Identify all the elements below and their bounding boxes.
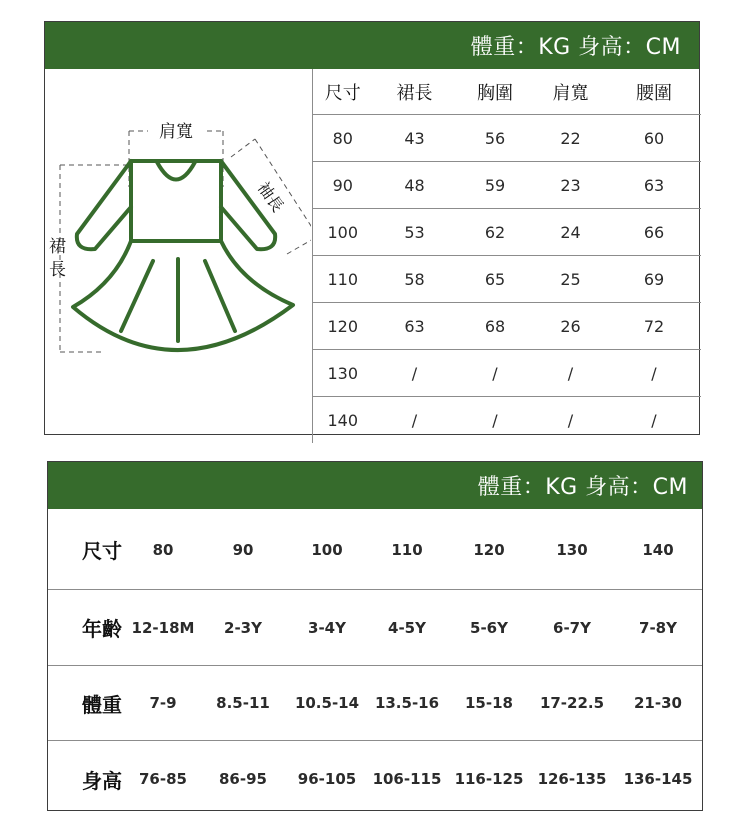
row-label-age: 年齡 xyxy=(48,590,128,666)
cell-chest: 59 xyxy=(457,162,534,209)
cell-shoulder: 24 xyxy=(534,209,608,256)
measurement-table xyxy=(312,69,701,443)
shoulder-label: 肩寬 xyxy=(159,122,193,142)
cell-shoulder: 25 xyxy=(534,256,608,303)
cell-shoulder: / xyxy=(534,350,608,397)
units-banner xyxy=(45,22,699,69)
age-row xyxy=(48,590,702,666)
cell-waist: 63 xyxy=(608,162,701,209)
size-guide-panel xyxy=(47,461,703,811)
cell-shoulder: 23 xyxy=(534,162,608,209)
cell-waist: 72 xyxy=(608,303,701,350)
cell-size: 90 xyxy=(313,162,373,209)
units-label: 體重：KG 身高：CM xyxy=(470,35,681,60)
cell-chest: 68 xyxy=(457,303,534,350)
cell: 136-145 xyxy=(623,770,693,788)
cell-skirt-length: 48 xyxy=(373,162,457,209)
cell: 96-105 xyxy=(297,770,357,788)
cell-size: 140 xyxy=(313,397,373,444)
height-row xyxy=(48,741,702,818)
skirt-length-label-1: 裙 xyxy=(49,237,66,257)
cell-chest: 56 xyxy=(457,115,534,162)
table-row xyxy=(313,162,701,209)
cell-shoulder: 26 xyxy=(534,303,608,350)
cell: 21-30 xyxy=(614,666,702,741)
cell-waist: 60 xyxy=(608,115,701,162)
cell: 126-135 xyxy=(537,770,607,788)
skirt-length-label-2: 長 xyxy=(49,260,66,280)
cell: 7-8Y xyxy=(614,590,702,666)
cell: 106-115 xyxy=(372,770,442,788)
cell: 130 xyxy=(530,510,614,590)
row-label-weight: 體重 xyxy=(48,666,128,741)
cell-chest: / xyxy=(457,350,534,397)
table-row xyxy=(313,209,701,256)
table-row xyxy=(313,397,701,444)
cell-waist: / xyxy=(651,410,657,430)
cell: 86-95 xyxy=(219,770,267,788)
cell: 3-4Y xyxy=(288,590,366,666)
cell: 100 xyxy=(288,510,366,590)
measurement-panel xyxy=(44,21,700,435)
cell-waist: / xyxy=(608,350,701,397)
table-row xyxy=(313,115,701,162)
cell-size: 120 xyxy=(313,303,373,350)
cell-waist: 69 xyxy=(608,256,701,303)
dress-diagram xyxy=(45,69,311,434)
cell: 120 xyxy=(448,510,530,590)
cell-skirt-length: 58 xyxy=(373,256,457,303)
header-shoulder: 肩寬 xyxy=(534,69,608,115)
cell-skirt-length: 53 xyxy=(373,209,457,256)
cell-skirt-length: 43 xyxy=(373,115,457,162)
dress-illustration xyxy=(45,69,311,434)
cell: 4-5Y xyxy=(366,590,448,666)
cell-skirt-length: 63 xyxy=(373,303,457,350)
cell-chest: / xyxy=(492,410,498,430)
header-waist: 腰圍 xyxy=(608,69,701,115)
cell: 90 xyxy=(198,510,288,590)
cell-size: 110 xyxy=(313,256,373,303)
row-label-size: 尺寸 xyxy=(48,510,128,590)
cell: 116-125 xyxy=(454,770,524,788)
cell: 76-85 xyxy=(139,770,187,788)
cell-size: 100 xyxy=(313,209,373,256)
cell-shoulder: / xyxy=(567,410,574,430)
cell-shoulder: 22 xyxy=(534,115,608,162)
units-label: 體重：KG 身高：CM xyxy=(477,475,688,500)
cell: 7-9 xyxy=(128,666,198,741)
header-chest: 胸圍 xyxy=(457,69,534,115)
sleeve-label: 袖長 xyxy=(253,178,288,216)
cell-skirt-length: / xyxy=(411,410,418,430)
cell-chest: 65 xyxy=(457,256,534,303)
cell: 17-22.5 xyxy=(530,666,614,741)
cell-size: 80 xyxy=(313,115,373,162)
size-row xyxy=(48,510,702,590)
cell: 5-6Y xyxy=(448,590,530,666)
table-row xyxy=(313,303,701,350)
table-row xyxy=(313,350,701,397)
weight-row xyxy=(48,666,702,741)
cell: 13.5-16 xyxy=(366,666,448,741)
measurement-header-row xyxy=(313,69,701,115)
cell: 8.5-11 xyxy=(198,666,288,741)
cell: 80 xyxy=(128,510,198,590)
cell: 110 xyxy=(366,510,448,590)
table-row xyxy=(313,256,701,303)
cell-chest: 62 xyxy=(457,209,534,256)
cell: 6-7Y xyxy=(530,590,614,666)
units-banner xyxy=(48,462,702,509)
row-label-height: 身高 xyxy=(82,768,122,793)
header-skirt-length: 裙長 xyxy=(373,69,457,115)
size-guide-table xyxy=(48,510,702,817)
cell: 140 xyxy=(614,510,702,590)
cell: 2-3Y xyxy=(198,590,288,666)
cell-size: 130 xyxy=(313,350,373,397)
cell-skirt-length: / xyxy=(373,350,457,397)
cell: 12-18M xyxy=(128,590,198,666)
header-size: 尺寸 xyxy=(313,69,373,115)
cell-waist: 66 xyxy=(608,209,701,256)
cell: 15-18 xyxy=(448,666,530,741)
cell: 10.5-14 xyxy=(288,666,366,741)
